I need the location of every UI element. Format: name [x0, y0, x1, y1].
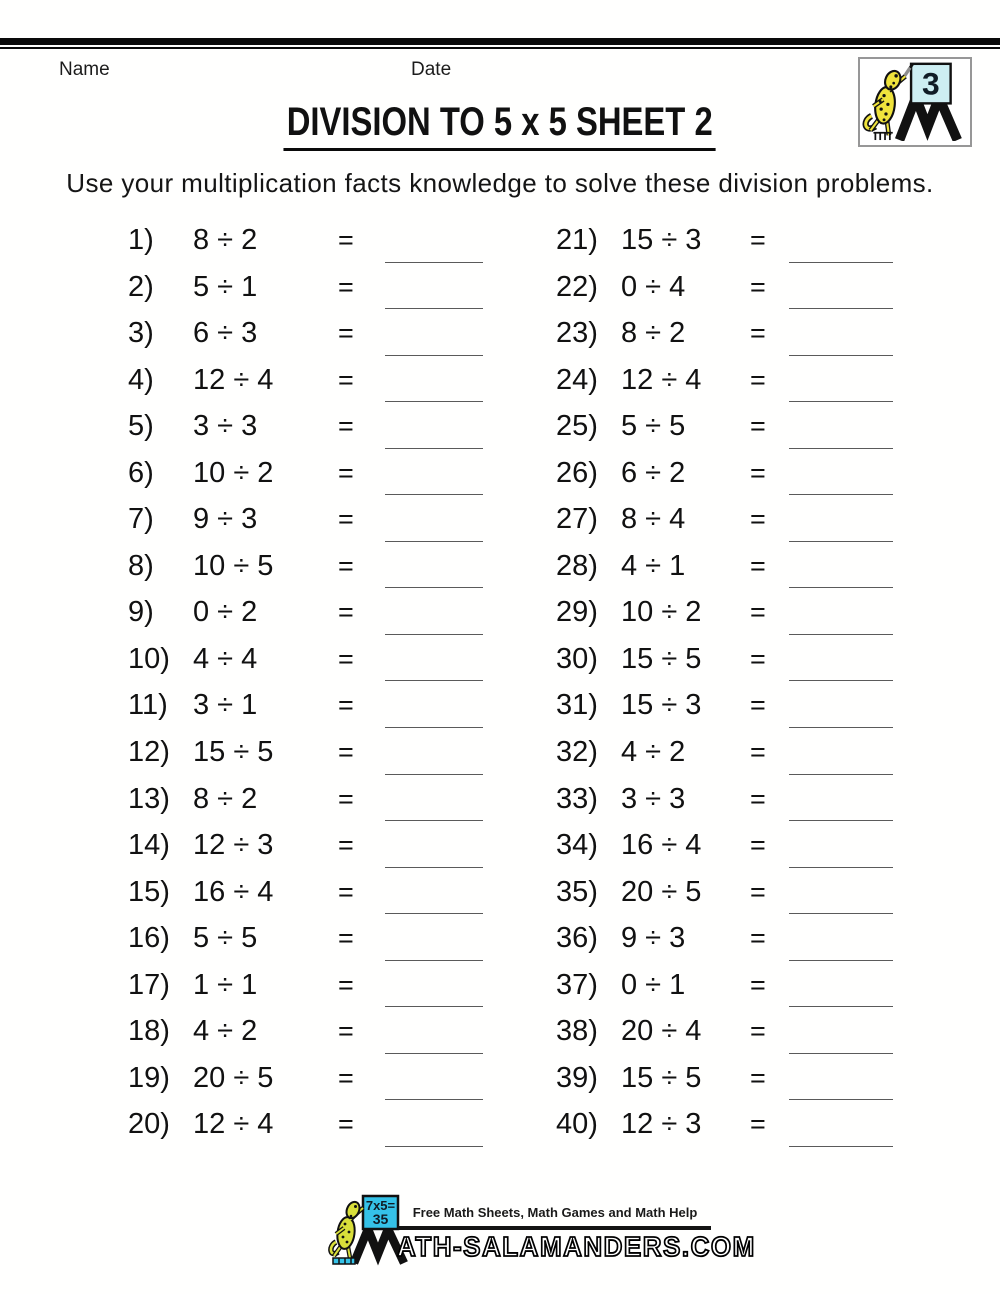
name-label: Name — [59, 59, 110, 80]
answer-blank[interactable] — [789, 308, 893, 309]
problem-number: 11) — [128, 689, 168, 722]
problem-row — [128, 1055, 488, 1102]
equals-sign: = — [338, 643, 354, 674]
problem-row — [556, 869, 896, 916]
equals-sign: = — [338, 411, 354, 442]
problem-row — [128, 636, 488, 683]
problem-expression: 20 ÷ 5 — [621, 875, 702, 908]
answer-blank[interactable] — [789, 1006, 893, 1007]
problem-expression: 0 ÷ 4 — [621, 270, 686, 303]
problem-number: 31) — [556, 689, 598, 722]
answer-blank[interactable] — [789, 448, 893, 449]
problem-number: 32) — [556, 736, 598, 769]
problem-expression: 3 ÷ 3 — [193, 410, 258, 443]
problem-number: 33) — [556, 782, 598, 815]
problem-number: 1) — [128, 224, 154, 256]
problem-row — [128, 310, 488, 357]
equals-sign: = — [750, 969, 766, 1000]
problems-column-right — [556, 217, 896, 1148]
problem-number: 10) — [128, 642, 170, 675]
problem-row — [556, 496, 896, 543]
problem-row — [556, 403, 896, 450]
problem-row — [128, 450, 488, 497]
equals-sign: = — [338, 690, 354, 721]
problem-expression: 15 ÷ 3 — [621, 224, 702, 256]
equals-sign: = — [338, 271, 354, 302]
math-sign-line2: 35 — [372, 1211, 389, 1227]
problem-row — [128, 962, 488, 1009]
problem-expression: 10 ÷ 5 — [193, 549, 274, 582]
problem-expression: 0 ÷ 1 — [621, 968, 686, 1001]
problem-row — [128, 589, 488, 636]
problem-expression: 6 ÷ 2 — [621, 456, 686, 489]
equals-sign: = — [338, 1016, 354, 1047]
answer-blank[interactable] — [385, 867, 483, 868]
answer-blank[interactable] — [789, 541, 893, 542]
footer-brand: ATH-SALAMANDERS.COM — [397, 1230, 756, 1263]
problem-expression: 3 ÷ 1 — [193, 689, 258, 722]
problem-expression: 1 ÷ 1 — [193, 968, 258, 1001]
problem-number: 19) — [128, 1061, 170, 1094]
problem-expression: 15 ÷ 5 — [621, 642, 702, 675]
problem-row — [128, 729, 488, 776]
problem-number: 36) — [556, 922, 598, 955]
problem-row — [128, 1101, 488, 1148]
problem-number: 16) — [128, 922, 170, 955]
equals-sign: = — [338, 830, 354, 861]
equals-sign: = — [750, 457, 766, 488]
problem-row — [128, 1008, 488, 1055]
equals-sign: = — [338, 225, 354, 255]
problem-number: 17) — [128, 968, 170, 1001]
problem-number: 5) — [128, 410, 154, 443]
problem-expression: 10 ÷ 2 — [621, 596, 702, 629]
problem-expression: 12 ÷ 4 — [193, 1108, 274, 1141]
problems-column-left — [128, 217, 488, 1148]
problem-expression: 3 ÷ 3 — [621, 782, 686, 815]
equals-sign: = — [338, 1109, 354, 1140]
problem-expression: 15 ÷ 5 — [193, 736, 274, 769]
problem-row — [128, 403, 488, 450]
problem-number: 26) — [556, 456, 598, 489]
equals-sign: = — [750, 550, 766, 581]
footer-divider — [398, 1226, 711, 1230]
equals-sign: = — [338, 597, 354, 628]
answer-blank[interactable] — [385, 820, 483, 821]
problem-number: 24) — [556, 363, 598, 396]
problem-expression: 16 ÷ 4 — [193, 875, 274, 908]
answer-blank[interactable] — [385, 960, 483, 961]
grade-number: 3 — [921, 65, 940, 102]
equals-sign: = — [338, 1062, 354, 1093]
problem-expression: 5 ÷ 1 — [193, 270, 258, 303]
equals-sign: = — [750, 1109, 766, 1140]
problem-row — [556, 729, 896, 776]
instruction-text: Use your multiplication facts knowledge to solve these division problems. — [66, 168, 934, 198]
answer-blank[interactable] — [385, 587, 483, 588]
problem-expression: 9 ÷ 3 — [193, 503, 258, 536]
problem-number: 7) — [128, 503, 154, 536]
date-label: Date — [411, 59, 452, 80]
answer-blank[interactable] — [789, 960, 893, 961]
problem-number: 9) — [128, 596, 154, 629]
answer-blank[interactable] — [789, 634, 893, 635]
problem-expression: 8 ÷ 2 — [621, 317, 686, 350]
answer-blank[interactable] — [385, 1146, 483, 1147]
problem-number: 21) — [556, 224, 598, 256]
equals-sign: = — [750, 783, 766, 814]
equals-sign: = — [750, 225, 766, 255]
equals-sign: = — [338, 364, 354, 395]
problem-row — [128, 822, 488, 869]
problem-expression: 5 ÷ 5 — [193, 922, 258, 955]
problem-number: 20) — [128, 1108, 170, 1141]
problem-number: 35) — [556, 875, 598, 908]
problem-expression: 15 ÷ 3 — [621, 689, 702, 722]
problem-expression: 15 ÷ 5 — [621, 1061, 702, 1094]
equals-sign: = — [338, 923, 354, 954]
problem-row — [556, 776, 896, 823]
problem-expression: 20 ÷ 5 — [193, 1061, 274, 1094]
equals-sign: = — [338, 550, 354, 581]
equals-sign: = — [750, 271, 766, 302]
problem-row — [556, 1008, 896, 1055]
answer-blank[interactable] — [789, 355, 893, 356]
answer-blank[interactable] — [789, 913, 893, 914]
equals-sign: = — [750, 923, 766, 954]
answer-blank[interactable] — [385, 494, 483, 495]
answer-blank[interactable] — [385, 308, 483, 309]
problem-expression: 20 ÷ 4 — [621, 1015, 702, 1048]
problem-row — [128, 682, 488, 729]
problem-number: 3) — [128, 317, 154, 350]
answer-blank[interactable] — [385, 262, 483, 263]
equals-sign: = — [338, 504, 354, 535]
problem-number: 34) — [556, 829, 598, 862]
problem-number: 14) — [128, 829, 170, 862]
problem-number: 15) — [128, 875, 170, 908]
answer-blank[interactable] — [789, 262, 893, 263]
problem-number: 37) — [556, 968, 598, 1001]
problem-expression: 8 ÷ 2 — [193, 224, 258, 256]
problem-expression: 12 ÷ 3 — [621, 1108, 702, 1141]
problem-number: 23) — [556, 317, 598, 350]
problem-row — [556, 357, 896, 404]
problem-row — [128, 496, 488, 543]
problem-row — [128, 357, 488, 404]
problem-number: 12) — [128, 736, 170, 769]
equals-sign: = — [750, 737, 766, 768]
problem-row — [128, 543, 488, 590]
problem-number: 25) — [556, 410, 598, 443]
answer-blank[interactable] — [789, 494, 893, 495]
equals-sign: = — [338, 876, 354, 907]
problem-number: 40) — [556, 1108, 598, 1141]
answer-blank[interactable] — [789, 401, 893, 402]
answer-blank[interactable] — [789, 774, 893, 775]
answer-blank[interactable] — [385, 727, 483, 728]
answer-blank[interactable] — [385, 680, 483, 681]
equals-sign: = — [338, 457, 354, 488]
equals-sign: = — [750, 597, 766, 628]
equals-sign: = — [750, 690, 766, 721]
title-wrap — [0, 100, 1000, 151]
problem-expression: 5 ÷ 5 — [621, 410, 686, 443]
problem-row — [128, 217, 488, 264]
problem-expression: 12 ÷ 4 — [621, 363, 702, 396]
answer-blank[interactable] — [789, 1099, 893, 1100]
problem-expression: 10 ÷ 2 — [193, 456, 274, 489]
answer-blank[interactable] — [385, 355, 483, 356]
equals-sign: = — [338, 783, 354, 814]
problem-row — [556, 310, 896, 357]
problem-expression: 12 ÷ 3 — [193, 829, 274, 862]
problem-number: 18) — [128, 1015, 170, 1048]
equals-sign: = — [750, 876, 766, 907]
problem-row — [556, 217, 896, 264]
equals-sign: = — [750, 830, 766, 861]
problem-number: 28) — [556, 549, 598, 582]
problem-row — [128, 915, 488, 962]
problem-number: 2) — [128, 270, 154, 303]
problem-row — [556, 589, 896, 636]
equals-sign: = — [338, 318, 354, 349]
problem-row — [556, 822, 896, 869]
page-title: DIVISION TO 5 x 5 SHEET 2 — [284, 100, 716, 151]
answer-blank[interactable] — [789, 1146, 893, 1147]
problem-expression: 16 ÷ 4 — [621, 829, 702, 862]
problem-expression: 4 ÷ 2 — [621, 736, 686, 769]
problem-number: 6) — [128, 456, 154, 489]
problem-number: 8) — [128, 549, 154, 582]
answer-blank[interactable] — [385, 913, 483, 914]
problem-expression: 8 ÷ 4 — [621, 503, 686, 536]
math-sign-line1: 7x5= — [365, 1198, 396, 1213]
problem-number: 27) — [556, 503, 598, 536]
top-border-thin — [0, 47, 1000, 49]
equals-sign: = — [750, 643, 766, 674]
equals-sign: = — [750, 411, 766, 442]
answer-blank[interactable] — [789, 1053, 893, 1054]
problem-number: 39) — [556, 1061, 598, 1094]
equals-sign: = — [750, 364, 766, 395]
answer-blank[interactable] — [385, 1006, 483, 1007]
equals-sign: = — [338, 737, 354, 768]
answer-blank[interactable] — [385, 401, 483, 402]
equals-sign: = — [750, 318, 766, 349]
answer-blank[interactable] — [385, 1099, 483, 1100]
equals-sign: = — [338, 969, 354, 1000]
problem-row — [556, 915, 896, 962]
answer-blank[interactable] — [789, 680, 893, 681]
answer-blank[interactable] — [385, 774, 483, 775]
problem-expression: 12 ÷ 4 — [193, 363, 274, 396]
top-border-thick — [0, 38, 1000, 45]
answer-blank[interactable] — [789, 820, 893, 821]
answer-blank[interactable] — [789, 587, 893, 588]
problem-row — [128, 264, 488, 311]
problem-row — [128, 776, 488, 823]
problem-row — [128, 869, 488, 916]
problem-number: 29) — [556, 596, 598, 629]
problem-row — [556, 1055, 896, 1102]
problem-expression: 8 ÷ 2 — [193, 782, 258, 815]
problem-expression: 4 ÷ 1 — [621, 549, 686, 582]
problem-row — [556, 450, 896, 497]
answer-blank[interactable] — [385, 541, 483, 542]
problem-number: 4) — [128, 363, 154, 396]
answer-blank[interactable] — [385, 634, 483, 635]
equals-sign: = — [750, 1062, 766, 1093]
problem-row — [556, 543, 896, 590]
problem-row — [556, 264, 896, 311]
equals-sign: = — [750, 1016, 766, 1047]
problem-row — [556, 682, 896, 729]
problem-number: 13) — [128, 782, 170, 815]
answer-blank[interactable] — [789, 727, 893, 728]
problem-expression: 0 ÷ 2 — [193, 596, 258, 629]
problem-row — [556, 636, 896, 683]
equals-sign: = — [750, 504, 766, 535]
problem-expression: 4 ÷ 4 — [193, 642, 258, 675]
problem-row — [556, 962, 896, 1009]
problem-expression: 9 ÷ 3 — [621, 922, 686, 955]
answer-blank[interactable] — [789, 867, 893, 868]
problem-number: 30) — [556, 642, 598, 675]
answer-blank[interactable] — [385, 1053, 483, 1054]
problem-number: 38) — [556, 1015, 598, 1048]
answer-blank[interactable] — [385, 448, 483, 449]
problem-expression: 4 ÷ 2 — [193, 1015, 258, 1048]
footer-tagline: Free Math Sheets, Math Games and Math Help — [412, 1205, 698, 1220]
problem-number: 22) — [556, 270, 598, 303]
problem-expression: 6 ÷ 3 — [193, 317, 258, 350]
problem-row — [556, 1101, 896, 1148]
